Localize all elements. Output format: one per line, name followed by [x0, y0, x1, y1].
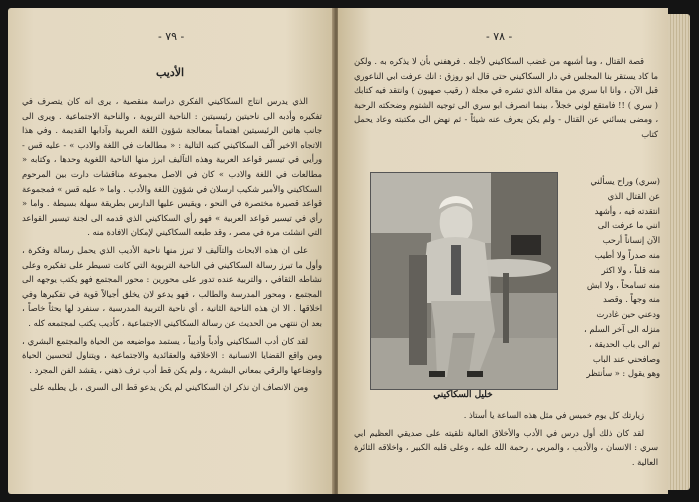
side-line: وصافحني عند الباب	[592, 353, 660, 364]
page-edges	[668, 14, 690, 490]
left-page	[8, 8, 334, 494]
side-line: الآن إنساناً أرحب	[602, 235, 660, 246]
side-line: منزله الى آخر السلم ،	[584, 323, 660, 334]
left-page-heading: الأديب	[156, 66, 185, 79]
right-page-side-column	[562, 174, 660, 381]
left-paragraph: على ان هذه الابحاث والتآليف لا تبرز منها ناحية الأديب الذي يحمل رسالة وفكرة ، وأول ما تبرز رسالة السكاكيني في الناحية التربوية التي كانت تسيطر على تفكيره وعلى نشاطه الثقافي ، والتربية عنده تدور على محورين : محور المجتمع فهو يكتب يوجهه الى المجتمع ، ومحور المدرسة والطالب ، فهو يدعو لان يخلق أجيالاً قوية في تفكيرها وفي اخلاقها . الا ان هذه الناحية الثانية ، أي ناحية التربية المدرسية ، سنفرد لها بحثاً خاصاً ، بعد ان ننتهي من الحديث عن رسالة السكاكيني الاجتماعية ، كأديب يكتب لمجتمعه كله .	[22, 244, 322, 328]
side-line: منه صدراً ولا أطيب	[594, 249, 660, 260]
book-spread	[4, 4, 695, 498]
right-page	[338, 8, 668, 494]
portrait-photo	[370, 172, 558, 390]
left-paragraph: لقد كان أدب السكاكيني وأدباً وأديباً ، يستمد مواضيعه من الحياة والمجتمع البشري ، ومن واقع القضايا الانسانية : الاخلاقية والعقائدية والاجتماعية ، ويتناول لتحسين الحياة واوضاعها والرقي بمعاني البشرية ، ولم يكن قط أدب ترف ذهني ، يقشد الفن المجرد .	[22, 335, 322, 375]
left-paragraph: ومن الانصاف ان نذكر ان السكاكيني لم يكن يدعو قط الى السرى ، بل يطلبه على	[30, 382, 308, 393]
side-line: عن القتال الذي	[607, 190, 660, 201]
right-page-top-text	[354, 54, 658, 145]
side-line: منه تسامحاً ، ولا ابش	[586, 279, 660, 290]
portrait-photo-drawing	[371, 173, 557, 389]
left-paragraph: الذي يدرس انتاج السكاكيني الفكري دراسة منقصية ، يرى انه كان يتصرف في تفكيره وأدبه الى ناحيتين رئيسيتين : الناحية التربوية ، والناحية الاجتماعية . ويرى الى جانب هاتين الرئيسيتين اهتماماً بمعالجة شؤون اللغة العربية وآدابها القديمة . وفي هذا الاتجاه الاخير ألّف السكاكيني كتبه التالية : « مطالعات في اللغة والادب » - عليه قس - ورأيي في تيسير قواعد العربية وهذه التآليف ابرز منها الناحية اللغوية وحدها ، وكتابه « مطالعات في اللغة والادب » كان في الاصل مجموعة مناقشات دارت بين المرحوم السكاكيني والأمير شكيب ارسلان في شؤون اللغة والأدب . واما « عليه قس » فمجموعة قواعد قصيرة مختصرة في النحو ، ويقيس عليها الدارس بطريقة سهلة بسيطة . واما « رأي في تيسير قواعد العربية » فهو رأي السكاكيني الذي قدمه الى لجنة تيسير القواعد التي انشئت مرة في مصر ، وقد طبعه السكاكيني لإمكان الافادة منه .	[22, 96, 322, 238]
side-line: انني ما عرفت الى	[597, 220, 660, 231]
right-page-bottom-text	[354, 408, 658, 472]
right-paragraph: قصة القتال ، وما أشبهه من غضب السكاكيني لأجله . فرهفني بأن لا يذكره به . ولكن ما كاد يستقر بنا المجلس في دار السكاكيني حتى قال ابو روزق : انك عرفت ابي الناعوري قبل الآن ، وانا ابا سري من مقالة الذي تشره في مجلة ( رقيب صهيون ) وانتقد فيه كتابك ( سري ) !! فامتقع لوني خجلاً ، بينما انصرف ابو سري الى توجيه الشتوم وضحكته الرحبة ، ومضى يسائني عن القتال - ولم يكن يعرف عنه شيئاً - ثم نهض الى مكتبته وعاد يحمل كتاب	[354, 56, 658, 139]
right-paragraph: زيارتك كل يوم خميس في مثل هذه الساعة يا أستاذ .	[463, 410, 644, 420]
right-page-number: - ٧٨ -	[486, 30, 513, 43]
photo-caption: خليل السكاكيني	[433, 390, 493, 400]
side-line: ودعني حين غادرت	[596, 309, 660, 320]
side-line: منه قلباً ، ولا اكثر	[601, 264, 660, 275]
right-paragraph: لقد كان ذلك أول درس في الأدب والأخلاق العالية تلقيته على صديقي العظيم ابي سري : الانسان ، والأديب ، والمربي ، رحمة الله عليه ، وعلى قلبه الكبير ، واخلاقه الثائرة العالية .	[354, 427, 658, 467]
side-line: ثم الى باب الحديقة ،	[589, 338, 660, 349]
side-line: (سري) وراح يسألني	[590, 176, 660, 186]
left-page-body	[22, 94, 322, 398]
side-line: منه وجهاً . وقصد	[603, 294, 660, 305]
left-page-number: - ٧٩ -	[158, 30, 185, 43]
side-line: انتقدته فيه ، وأشهد	[594, 205, 660, 216]
side-line: وهو يقول : « سأنتظر	[586, 368, 660, 379]
